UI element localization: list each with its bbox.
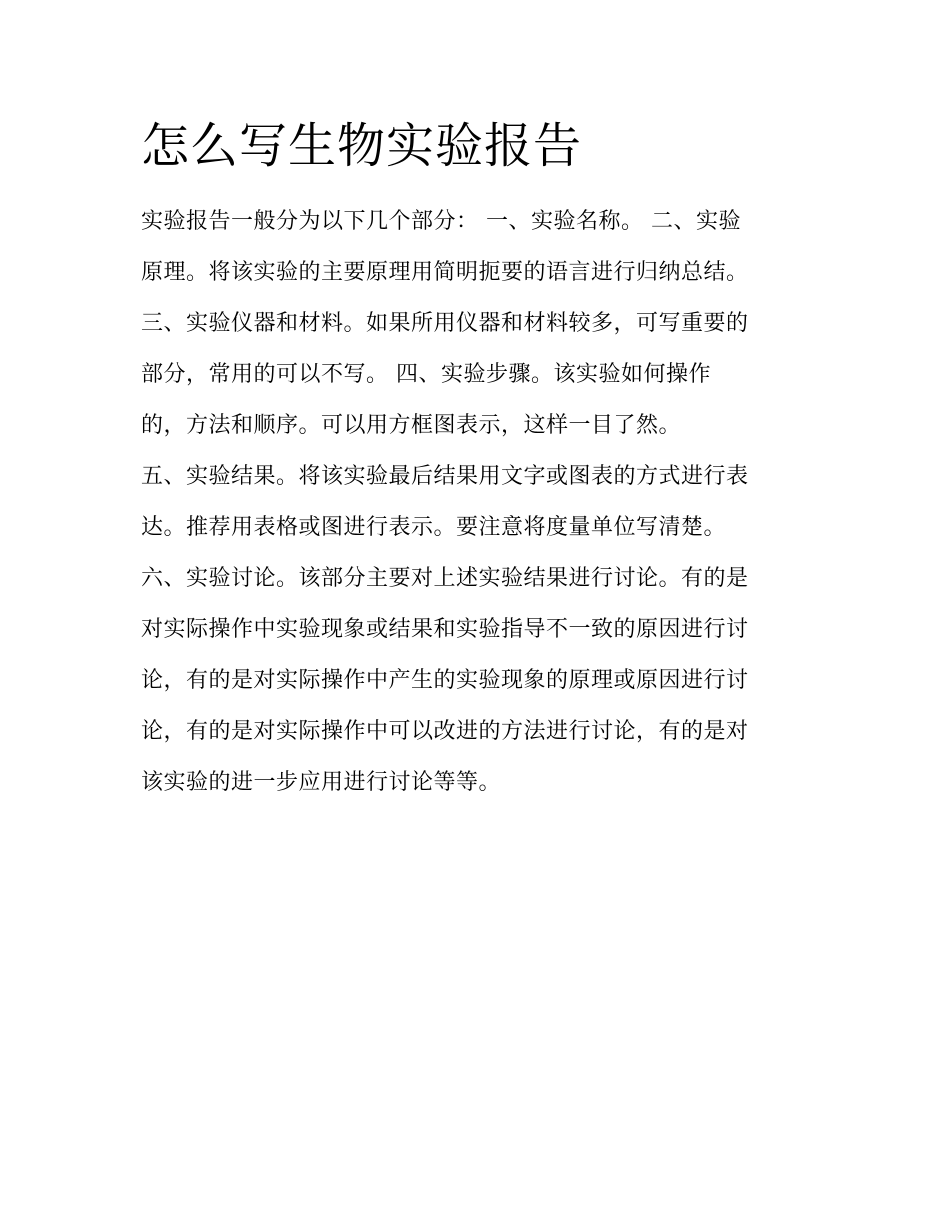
text-line-7: 达。推荐用表格或图进行表示。要注意将度量单位写清楚。 — [141, 515, 727, 540]
page-title: 怎么写生物实验报告 — [141, 118, 583, 174]
text-line-10: 论，有的是对实际操作中产生的实验现象的原理或原因进行讨 — [141, 668, 749, 693]
text-line-9: 对实际操作中实验现象或结果和实验指导不一致的原因进行讨 — [141, 617, 749, 642]
text-line-11: 论，有的是对实际操作中可以改进的方法进行讨论，有的是对 — [141, 719, 749, 744]
text-line-12: 该实验的进一步应用进行讨论等等。 — [141, 770, 502, 795]
text-line-3: 三、实验仪器和材料。如果所用仪器和材料较多，可写重要的 — [141, 311, 749, 336]
text-line-5: 的，方法和顺序。可以用方框图表示，这样一目了然。 — [141, 413, 682, 438]
body-text — [141, 196, 831, 808]
text-line-6: 五、实验结果。将该实验最后结果用文字或图表的方式进行表 — [141, 464, 749, 489]
text-line-8: 六、实验讨论。该部分主要对上述实验结果进行讨论。有的是 — [141, 566, 749, 591]
text-line-4: 部分，常用的可以不写。 四、实验步骤。该实验如何操作 — [141, 362, 711, 387]
text-line-1: 实验报告一般分为以下几个部分： 一、实验名称。 二、实验 — [141, 209, 741, 234]
text-line-2: 原理。将该实验的主要原理用简明扼要的语言进行归纳总结。 — [141, 260, 749, 285]
